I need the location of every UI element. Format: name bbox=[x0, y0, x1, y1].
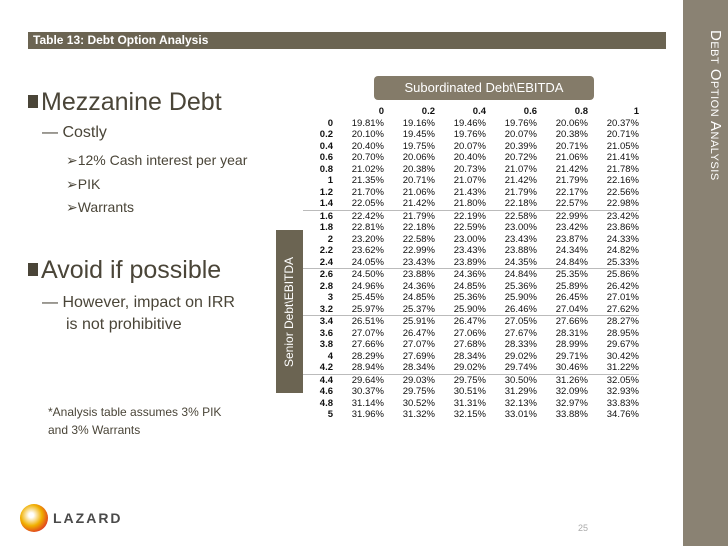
table-cell: 26.47% bbox=[435, 316, 486, 328]
lazard-logo bbox=[20, 504, 128, 534]
table-row bbox=[303, 187, 639, 199]
table-cell: 27.62% bbox=[606, 303, 639, 315]
table-cell: 24.36% bbox=[435, 269, 486, 281]
table-cell: 22.99% bbox=[402, 245, 435, 256]
row-header: 4 bbox=[327, 350, 333, 362]
table-cell: 27.68% bbox=[453, 339, 486, 350]
table-row bbox=[303, 316, 639, 328]
table-cell: 21.41% bbox=[606, 152, 639, 163]
table-cell: 23.86% bbox=[606, 222, 639, 233]
table-cell: 20.71% bbox=[606, 129, 639, 140]
table-cell: 20.39% bbox=[504, 140, 537, 152]
table-cell: 21.06% bbox=[402, 186, 435, 198]
table-cell: 31.14% bbox=[351, 397, 384, 409]
table-cell: 32.15% bbox=[453, 409, 486, 420]
table-row bbox=[303, 175, 639, 187]
table-row bbox=[303, 386, 639, 398]
table-cell: 21.43% bbox=[453, 186, 486, 198]
table-cell: 28.27% bbox=[588, 316, 639, 328]
page-number: 25 bbox=[578, 523, 589, 533]
table-row bbox=[303, 362, 639, 374]
table-cell: 27.66% bbox=[537, 316, 588, 328]
col-header: 1 bbox=[633, 106, 639, 117]
item-cash-interest: ➢12% Cash interest per year bbox=[66, 152, 248, 168]
bullet-mezzanine-text: Mezzanine Debt bbox=[41, 88, 222, 116]
footnote-line2: and 3% Warrants bbox=[48, 423, 141, 437]
row-header: 2.8 bbox=[319, 280, 333, 292]
bullet-mezzanine bbox=[28, 88, 222, 117]
table-cell: 27.06% bbox=[453, 327, 486, 339]
table-cell: 21.06% bbox=[555, 152, 588, 163]
table-cell: 32.05% bbox=[588, 374, 639, 386]
row-header: 2.2 bbox=[319, 245, 333, 256]
section-title: Debt Option Analysis bbox=[707, 30, 724, 181]
bullet-avoid-text: Avoid if possible bbox=[41, 256, 222, 284]
row-header: 4.2 bbox=[319, 362, 333, 373]
table-cell: 23.00% bbox=[453, 233, 486, 245]
row-header: 0.6 bbox=[319, 152, 333, 163]
row-header: 1.8 bbox=[319, 222, 333, 233]
table-cell: 29.75% bbox=[402, 386, 435, 397]
table-cell: 25.89% bbox=[555, 280, 588, 292]
table-cell: 24.05% bbox=[351, 256, 384, 268]
table-cell: 26.46% bbox=[504, 303, 537, 315]
table-cell: 20.06% bbox=[402, 152, 435, 163]
table-cell: 20.72% bbox=[504, 152, 537, 163]
row-header: 4.4 bbox=[303, 374, 333, 386]
table-cell: 21.42% bbox=[555, 163, 588, 175]
table-cell: 25.36% bbox=[504, 280, 537, 292]
table-cell: 24.85% bbox=[402, 292, 435, 303]
table-cell: 24.50% bbox=[333, 269, 384, 281]
table-cell: 20.07% bbox=[453, 140, 486, 152]
table-cell: 25.36% bbox=[453, 292, 486, 303]
row-header: 1 bbox=[327, 175, 333, 186]
table-row bbox=[303, 164, 639, 176]
table-cell: 27.67% bbox=[504, 327, 537, 339]
table-row bbox=[303, 398, 639, 410]
table-cell: 27.07% bbox=[351, 327, 384, 339]
table-cell: 20.06% bbox=[555, 117, 588, 129]
row-header: 4.8 bbox=[319, 397, 333, 409]
table-cell: 21.05% bbox=[606, 140, 639, 152]
table-cell: 21.80% bbox=[453, 198, 486, 209]
table-cell: 20.07% bbox=[504, 129, 537, 140]
table-cell: 33.01% bbox=[504, 409, 537, 420]
table-cell: 21.42% bbox=[402, 198, 435, 209]
table-cell: 20.38% bbox=[555, 129, 588, 140]
table-row bbox=[303, 328, 639, 340]
sub-bullet-irr-line2: is not prohibitive bbox=[66, 316, 182, 333]
table-cell: 20.73% bbox=[453, 163, 486, 175]
table-cell: 24.84% bbox=[555, 256, 588, 268]
table-cell: 21.79% bbox=[555, 175, 588, 186]
table-cell: 21.02% bbox=[351, 163, 384, 175]
table-cell: 22.99% bbox=[537, 210, 588, 222]
table-cell: 23.89% bbox=[453, 256, 486, 268]
table-cell: 28.95% bbox=[606, 327, 639, 339]
table-cell: 32.13% bbox=[504, 397, 537, 409]
table-cell: 31.31% bbox=[453, 397, 486, 409]
row-header: 2.4 bbox=[319, 256, 333, 268]
table-cell: 21.35% bbox=[351, 175, 384, 186]
table-cell: 22.59% bbox=[453, 222, 486, 233]
table-cell: 30.51% bbox=[453, 386, 486, 397]
table-cell: 25.35% bbox=[537, 269, 588, 281]
logo-text: LAZARD bbox=[53, 510, 123, 526]
table-cell: 22.58% bbox=[486, 210, 537, 222]
row-header: 0.2 bbox=[319, 129, 333, 140]
table-cell: 24.96% bbox=[351, 280, 384, 292]
table-cell: 23.43% bbox=[504, 233, 537, 245]
table-cell: 30.52% bbox=[402, 397, 435, 409]
table-row bbox=[303, 269, 639, 281]
column-axis-label: Subordinated Debt\EBITDA bbox=[374, 76, 594, 100]
table-cell: 24.35% bbox=[504, 256, 537, 268]
footnote-line1: *Analysis table assumes 3% PIK bbox=[48, 405, 222, 419]
table-row bbox=[303, 281, 639, 293]
table-row bbox=[303, 257, 639, 269]
item-pik: ➢PIK bbox=[66, 176, 101, 192]
table-cell: 27.07% bbox=[402, 339, 435, 350]
table-cell: 22.19% bbox=[435, 210, 486, 222]
table-cell: 33.83% bbox=[606, 397, 639, 409]
table-cell: 22.81% bbox=[351, 222, 384, 233]
table-cell: 23.87% bbox=[555, 233, 588, 245]
table-cell: 19.81% bbox=[351, 117, 384, 129]
row-header: 0 bbox=[327, 117, 333, 129]
table-cell: 32.93% bbox=[606, 386, 639, 397]
table-cell: 21.42% bbox=[504, 175, 537, 186]
col-header: 0.8 bbox=[574, 106, 588, 117]
table-cell: 25.91% bbox=[384, 316, 435, 328]
table-cell: 29.71% bbox=[555, 350, 588, 362]
table-cell: 22.56% bbox=[606, 186, 639, 198]
table-cell: 25.90% bbox=[504, 292, 537, 303]
table-cell: 30.42% bbox=[606, 350, 639, 362]
row-header: 3.2 bbox=[319, 303, 333, 315]
table-row bbox=[303, 152, 639, 164]
table-row bbox=[303, 198, 639, 210]
table-cell: 21.78% bbox=[606, 163, 639, 175]
table-row bbox=[303, 141, 639, 153]
table-cell: 24.33% bbox=[606, 233, 639, 245]
table-cell: 21.79% bbox=[504, 186, 537, 198]
table-cell: 22.18% bbox=[402, 222, 435, 233]
row-header: 1.2 bbox=[319, 186, 333, 198]
table-cell: 28.99% bbox=[555, 339, 588, 350]
irr-table bbox=[303, 106, 639, 421]
table-cell: 19.46% bbox=[453, 117, 486, 129]
table-cell: 27.66% bbox=[351, 339, 384, 350]
row-header: 3.8 bbox=[319, 339, 333, 350]
table-cell: 28.94% bbox=[351, 362, 384, 373]
table-cell: 28.29% bbox=[351, 350, 384, 362]
table-cell: 20.70% bbox=[351, 152, 384, 163]
table-cell: 26.47% bbox=[402, 327, 435, 339]
table-cell: 24.82% bbox=[606, 245, 639, 256]
table-cell: 20.38% bbox=[402, 163, 435, 175]
table-row bbox=[303, 374, 639, 386]
table-cell: 25.33% bbox=[606, 256, 639, 268]
table-cell: 23.42% bbox=[555, 222, 588, 233]
table-cell: 19.45% bbox=[402, 129, 435, 140]
row-header: 3.6 bbox=[319, 327, 333, 339]
table-cell: 19.76% bbox=[453, 129, 486, 140]
col-header: 0.4 bbox=[472, 106, 486, 117]
sub-bullet-costly: — Costly bbox=[42, 124, 107, 141]
table-cell: 20.40% bbox=[453, 152, 486, 163]
row-header: 0.4 bbox=[319, 140, 333, 152]
table-cell: 22.42% bbox=[333, 210, 384, 222]
table-cell: 25.37% bbox=[402, 303, 435, 315]
table-cell: 29.74% bbox=[504, 362, 537, 373]
table-title: Table 13: Debt Option Analysis bbox=[33, 33, 209, 47]
table-cell: 33.88% bbox=[555, 409, 588, 420]
table-cell: 22.98% bbox=[606, 198, 639, 209]
table-cell: 32.09% bbox=[555, 386, 588, 397]
table-cell: 27.69% bbox=[402, 350, 435, 362]
bullet-square-icon bbox=[28, 95, 38, 108]
table-cell: 31.22% bbox=[606, 362, 639, 373]
table-row bbox=[303, 210, 639, 222]
table-cell: 21.79% bbox=[384, 210, 435, 222]
table-cell: 29.75% bbox=[435, 374, 486, 386]
row-header: 3 bbox=[327, 292, 333, 303]
table-cell: 26.51% bbox=[333, 316, 384, 328]
table-cell: 22.05% bbox=[351, 198, 384, 209]
col-header: 0 bbox=[378, 106, 384, 117]
table-cell: 25.45% bbox=[351, 292, 384, 303]
table-cell: 21.07% bbox=[453, 175, 486, 186]
table-row bbox=[303, 245, 639, 257]
table-row bbox=[303, 234, 639, 246]
table-row bbox=[303, 118, 639, 130]
table-cell: 22.18% bbox=[504, 198, 537, 209]
bullet-avoid bbox=[28, 256, 221, 285]
table-cell: 20.10% bbox=[351, 129, 384, 140]
table-cell: 23.42% bbox=[588, 210, 639, 222]
table-cell: 20.40% bbox=[351, 140, 384, 152]
table-cell: 19.75% bbox=[402, 140, 435, 152]
bullet-square-icon bbox=[28, 263, 38, 276]
table-row bbox=[303, 351, 639, 363]
table-cell: 19.16% bbox=[402, 117, 435, 129]
table-cell: 27.04% bbox=[555, 303, 588, 315]
table-cell: 26.42% bbox=[606, 280, 639, 292]
table-cell: 25.90% bbox=[453, 303, 486, 315]
row-axis-label: Senior Debt\EBITDA bbox=[282, 256, 296, 367]
table-cell: 28.33% bbox=[504, 339, 537, 350]
table-cell: 21.07% bbox=[504, 163, 537, 175]
row-header: 2 bbox=[327, 233, 333, 245]
table-cell: 22.16% bbox=[606, 175, 639, 186]
row-header: 4.6 bbox=[319, 386, 333, 397]
col-header: 0.6 bbox=[523, 106, 537, 117]
table-cell: 19.76% bbox=[504, 117, 537, 129]
table-cell: 29.67% bbox=[606, 339, 639, 350]
table-row bbox=[303, 339, 639, 351]
table-cell: 23.43% bbox=[402, 256, 435, 268]
table-cell: 32.97% bbox=[555, 397, 588, 409]
table-cell: 24.84% bbox=[486, 269, 537, 281]
table-cell: 29.64% bbox=[333, 374, 384, 386]
table-cell: 31.32% bbox=[402, 409, 435, 420]
table-cell: 23.20% bbox=[351, 233, 384, 245]
header-row bbox=[303, 106, 639, 118]
table-cell: 31.96% bbox=[351, 409, 384, 420]
row-header: 3.4 bbox=[303, 316, 333, 328]
table-cell: 27.01% bbox=[606, 292, 639, 303]
table-cell: 29.03% bbox=[384, 374, 435, 386]
logo-emblem-icon bbox=[20, 504, 48, 532]
table-row bbox=[303, 292, 639, 304]
table-row bbox=[303, 409, 639, 421]
table-cell: 26.45% bbox=[555, 292, 588, 303]
table-cell: 22.58% bbox=[402, 233, 435, 245]
table-title-bar bbox=[28, 32, 666, 49]
table-cell: 24.36% bbox=[402, 280, 435, 292]
table-cell: 23.43% bbox=[453, 245, 486, 256]
table-cell: 20.37% bbox=[606, 117, 639, 129]
table-cell: 30.37% bbox=[351, 386, 384, 397]
table-cell: 24.85% bbox=[453, 280, 486, 292]
table-cell: 34.76% bbox=[606, 409, 639, 420]
table-cell: 31.29% bbox=[504, 386, 537, 397]
table-cell: 22.17% bbox=[555, 186, 588, 198]
row-header: 1.6 bbox=[303, 210, 333, 222]
col-header: 0.2 bbox=[421, 106, 435, 117]
table-cell: 23.88% bbox=[504, 245, 537, 256]
table-cell: 23.00% bbox=[504, 222, 537, 233]
row-header: 5 bbox=[327, 409, 333, 420]
table-cell: 21.70% bbox=[351, 186, 384, 198]
table-cell: 22.57% bbox=[555, 198, 588, 209]
table-row bbox=[303, 129, 639, 141]
table-cell: 23.62% bbox=[351, 245, 384, 256]
table-cell: 28.31% bbox=[555, 327, 588, 339]
table-cell: 30.46% bbox=[555, 362, 588, 373]
table-cell: 25.97% bbox=[351, 303, 384, 315]
table-cell: 31.26% bbox=[537, 374, 588, 386]
table-cell: 25.86% bbox=[588, 269, 639, 281]
item-warrants: ➢Warrants bbox=[66, 199, 134, 215]
row-header: 1.4 bbox=[319, 198, 333, 209]
table-cell: 23.88% bbox=[384, 269, 435, 281]
row-header: 0.8 bbox=[319, 163, 333, 175]
table-cell: 29.02% bbox=[504, 350, 537, 362]
table-cell: 28.34% bbox=[402, 362, 435, 373]
row-header: 2.6 bbox=[303, 269, 333, 281]
table-cell: 27.05% bbox=[486, 316, 537, 328]
table-cell: 24.34% bbox=[555, 245, 588, 256]
table-cell: 28.34% bbox=[453, 350, 486, 362]
corner-cell bbox=[303, 106, 333, 118]
table-cell: 20.71% bbox=[555, 140, 588, 152]
table-row bbox=[303, 222, 639, 234]
sub-bullet-irr-line1: — However, impact on IRR bbox=[42, 294, 235, 311]
row-axis-band bbox=[276, 230, 303, 393]
table-cell: 20.71% bbox=[402, 175, 435, 186]
table-row bbox=[303, 304, 639, 316]
table-cell: 29.02% bbox=[453, 362, 486, 373]
table-cell: 30.50% bbox=[486, 374, 537, 386]
